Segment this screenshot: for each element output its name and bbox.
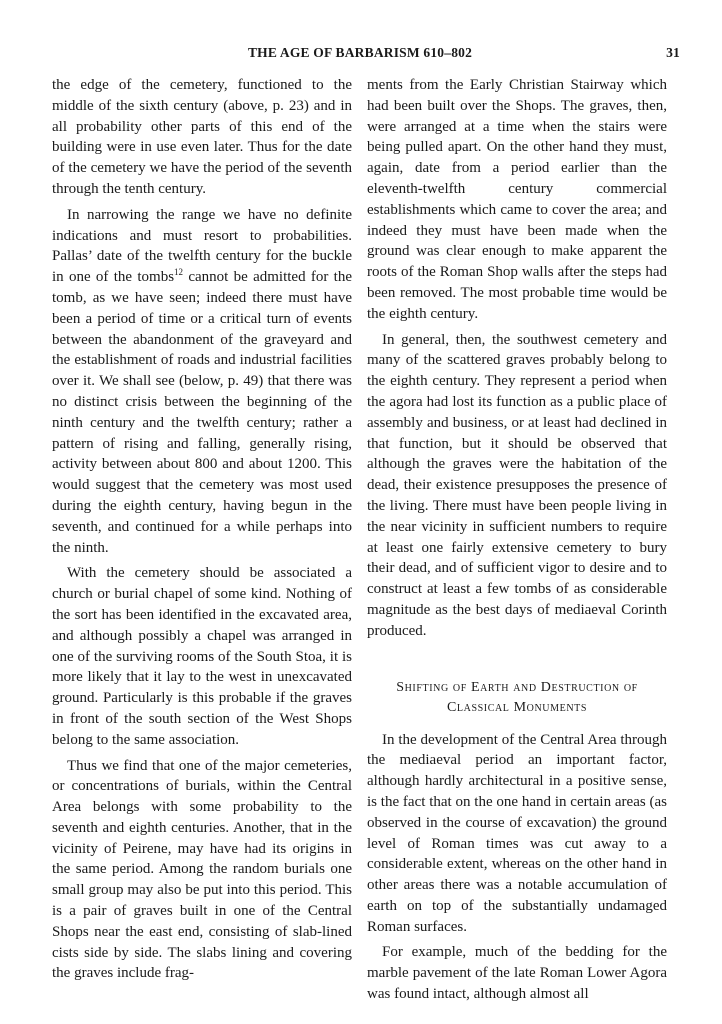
left-column bbox=[52, 75, 352, 984]
paragraph: the edge of the cemetery, functioned to the middle of the sixth century (above, p. 23) and in all probability other parts of this end of the building were in use even later. Thus for the date of the cemetery we have the period of the seventh through the tenth century. bbox=[52, 77, 352, 197]
paragraph-text: In narrowing the range we have no definite indications and must resort to probabilities. Pallas’ date of the twelfth century for the buckle in one of the tombs bbox=[52, 206, 352, 286]
footnote-reference: 12 bbox=[174, 267, 184, 278]
paragraph-text: cannot be admitted for the tomb, as we have seen; indeed there must have been a period of time or a critical turn of events between the abandonment of the graveyard and the establishment of roads and industrial facilities over it. We shall see (below, p. 49) that there was no distinct crisis between the beginning of the ninth century and the twelfth century; rather a pattern of rising and falling, generally rising, activity between about 800 and about 1200. This would suggest that the cemetery was most used during the eighth century, having begun in the seventh, and continued for a while perhaps into the ninth. bbox=[52, 269, 352, 556]
paragraph: In general, then, the southwest cemetery and many of the scattered graves probably belong to the eighth century. They represent a period when the agora had lost its function as a public place of assembly and business, or at least had declined in that function, but it should be observed that although the graves were the habitation of the dead, their existence presupposes the presence of the living. There must have been people living in the near vicinity in sufficient numbers to require at least one fairly extensive cemetery to bury their dead, and of sufficient vigor to desire and to construct at least a few tombs of as considerable magnitude as the best days of mediaeval Corinth produced. bbox=[367, 331, 667, 639]
paragraph bbox=[52, 205, 352, 559]
section-heading-line: Classical Monuments bbox=[446, 699, 588, 715]
page-number: 31 bbox=[666, 45, 680, 60]
section-heading bbox=[367, 678, 667, 718]
paragraph: Thus we find that one of the major cemeteries, or concentrations of burials, within the Central Area belongs with some probability to the seventh and eighth centuries. Another, that in the vicinity of Peirene, may have had its origins in the same period. Among the random burials one small group may also be put into this period. This is a pair of graves built in one of the Central Shops near the east end, consisting of slab-lined cists side by side. The slabs lining and covering the graves include frag- bbox=[52, 757, 352, 982]
paragraph: For example, much of the bedding for the marble pavement of the late Roman Lower Agora was found intact, although almost all bbox=[367, 944, 667, 1003]
paragraph: In the development of the Central Area through the mediaeval period an important factor, although hardly architectural in a positive sense, is the fact that on the one hand in certain areas (as observed in the course of excavation) the ground level of Roman times was cut away to a considerable extent, whereas on the other hand in other areas there was a notable accumulation of earth on top of the substantially undamaged Roman surfaces. bbox=[367, 731, 667, 935]
section-heading-line: Shifting of Earth and Destruction of bbox=[396, 679, 638, 695]
running-title: THE AGE OF BARBARISM 610–802 bbox=[247, 45, 473, 60]
right-column bbox=[367, 75, 667, 1005]
paragraph: With the cemetery should be associated a church or burial chapel of some kind. Nothing of the sort has been identified in the excavated area, and although possibly a chapel was arranged in one of the surviving rooms of the South Stoa, it is more likely that it lay to the west in unexcavated ground. Particularly is this probable if the graves in front of the south section of the West Shops belong to the same association. bbox=[52, 565, 352, 748]
paragraph: ments from the Early Christian Stairway which had been built over the Shops. The graves, then, were arranged at a time when the stairs were being pulled apart. On the other hand they must, again, date from a period earlier than the eleventh-twelfth century commercial establishments which came to cover the area; and indeed they must have been made when the ground was clear enough to make apparent the roots of the Roman Shop walls after the steps had been removed. The most probable time would be the eighth century. bbox=[367, 77, 667, 322]
